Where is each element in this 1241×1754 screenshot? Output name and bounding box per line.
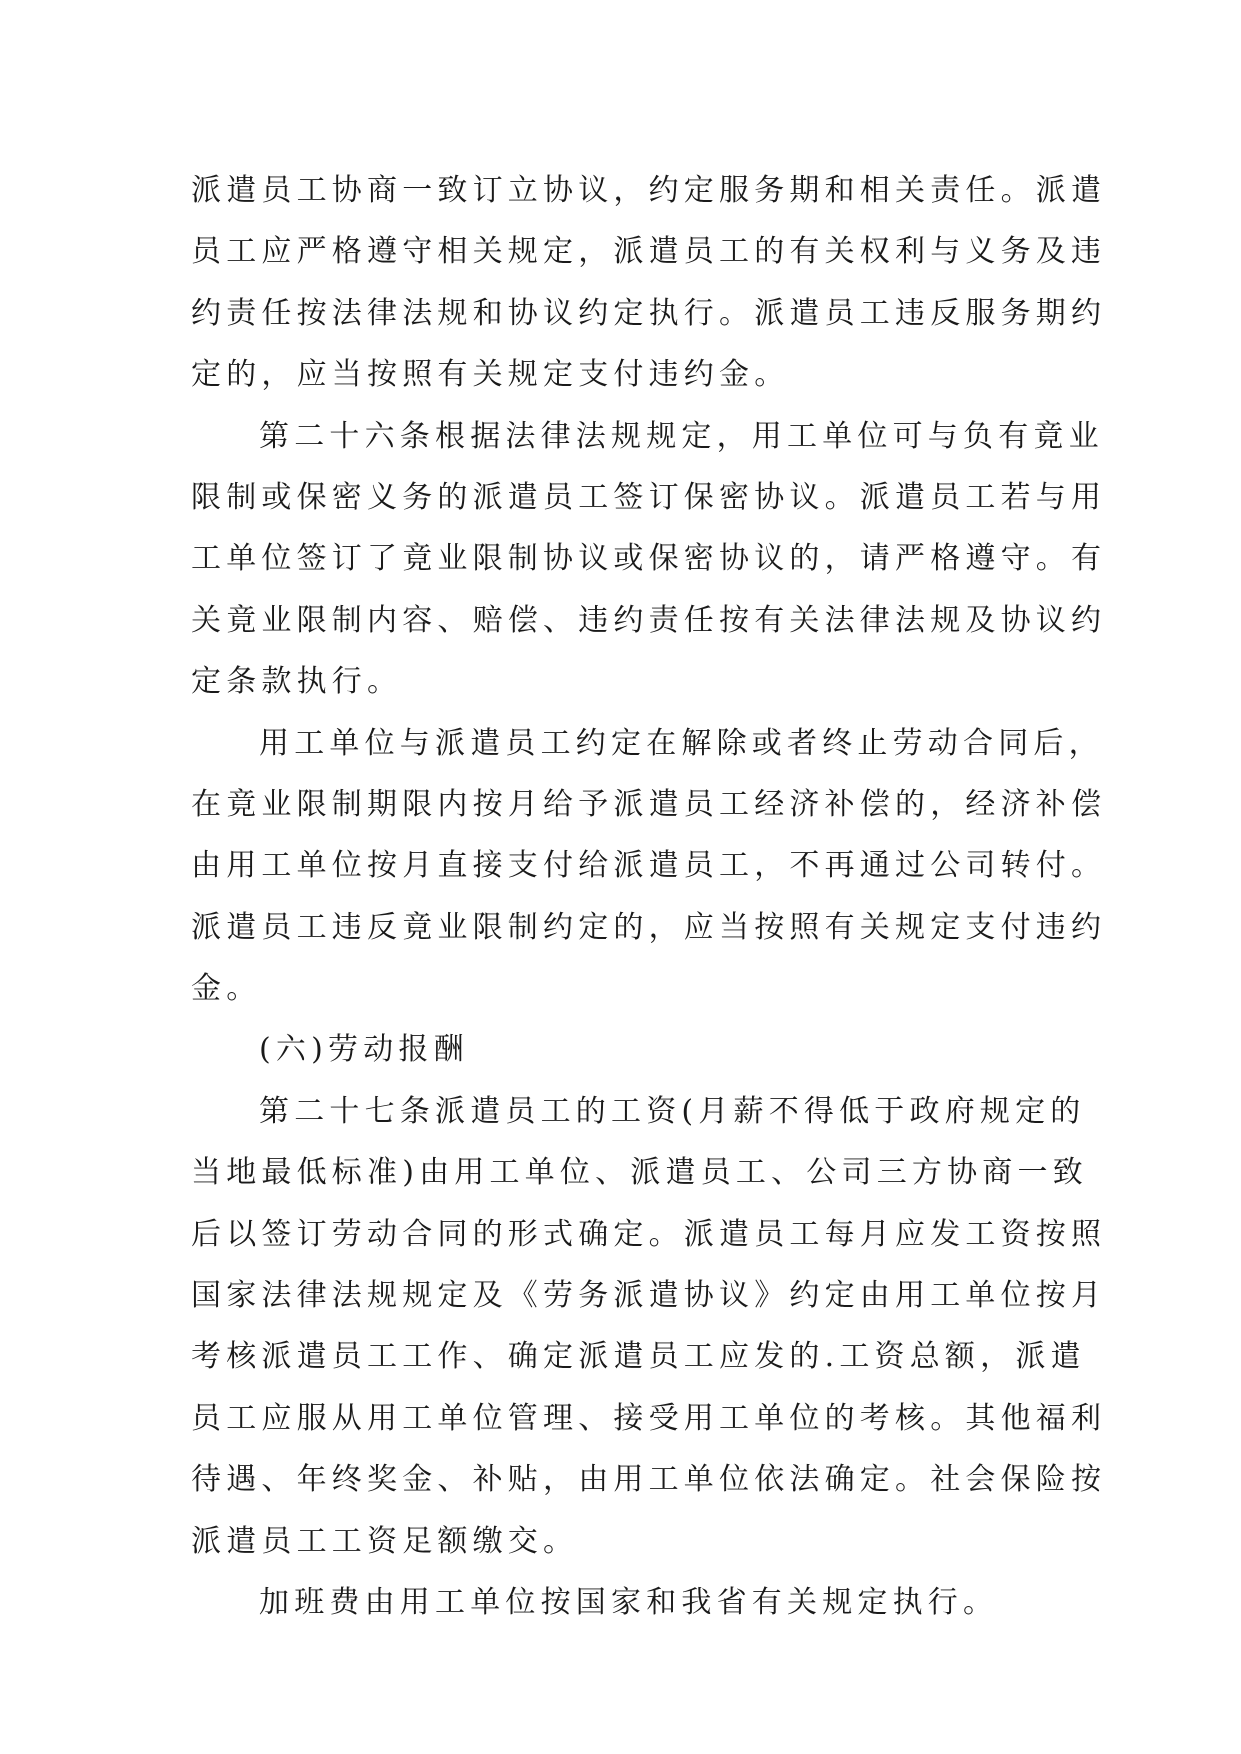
text-line: 员工应服从用工单位管理、接受用工单位的考核。其他福利 — [191, 1400, 1107, 1436]
text-line: 派遣员工协商一致订立协议，约定服务期和相关责任。派遣 — [191, 173, 1107, 208]
text-line: 员工应严格遵守相关规定，派遣员工的有关权利与义务及违 — [191, 234, 1107, 270]
text-line: 派遣员工违反竟业限制约定的，应当按照有关规定支付违约 — [191, 909, 1107, 945]
text-line: 待遇、年终奖金、补贴，由用工单位依法确定。社会保险按 — [191, 1462, 1107, 1498]
section-heading: (六)劳动报酬 — [259, 1032, 469, 1068]
paragraph-start-line: 加班费由用工单位按国家和我省有关规定执行。 — [259, 1584, 999, 1620]
text-line: 当地最低标准)由用工单位、派遣员工、公司三方协商一致 — [191, 1155, 1088, 1191]
text-line: 限制或保密义务的派遣员工签订保密协议。派遣员工若与用 — [191, 479, 1107, 515]
document-body — [191, 160, 1107, 1633]
text-line: 后以签订劳动合同的形式确定。派遣员工每月应发工资按照 — [191, 1216, 1107, 1252]
text-line: 工单位签订了竟业限制协议或保密协议的，请严格遵守。有 — [191, 541, 1107, 577]
text-line: 考核派遣员工工作、确定派遣员工应发的.工资总额，派遣 — [191, 1339, 1086, 1375]
text-line: 由用工单位按月直接支付给派遣员工，不再通过公司转付。 — [191, 848, 1107, 884]
text-line: 国家法律法规规定及《劳务派遣协议》约定由用工单位按月 — [191, 1278, 1107, 1314]
text-line: 派遣员工工资足额缴交。 — [191, 1523, 579, 1559]
text-line: 金。 — [191, 971, 262, 1007]
text-line: 在竟业限制期限内按月给予派遣员工经济补偿的，经济补偿 — [191, 786, 1107, 822]
paragraph-start-line: 第二十六条根据法律法规规定，用工单位可与负有竟业 — [259, 418, 1104, 454]
text-line: 定的，应当按照有关规定支付违约金。 — [191, 357, 790, 393]
text-line: 关竟业限制内容、赔偿、违约责任按有关法律法规及协议约 — [191, 602, 1107, 638]
paragraph-start-line: 用工单位与派遣员工约定在解除或者终止劳动合同后， — [259, 725, 1104, 761]
text-line: 约责任按法律法规和协议约定执行。派遣员工违反服务期约 — [191, 295, 1107, 331]
paragraph-start-line: 第二十七条派遣员工的工资(月薪不得低于政府规定的 — [259, 1093, 1086, 1129]
text-line: 定条款执行。 — [191, 664, 403, 700]
